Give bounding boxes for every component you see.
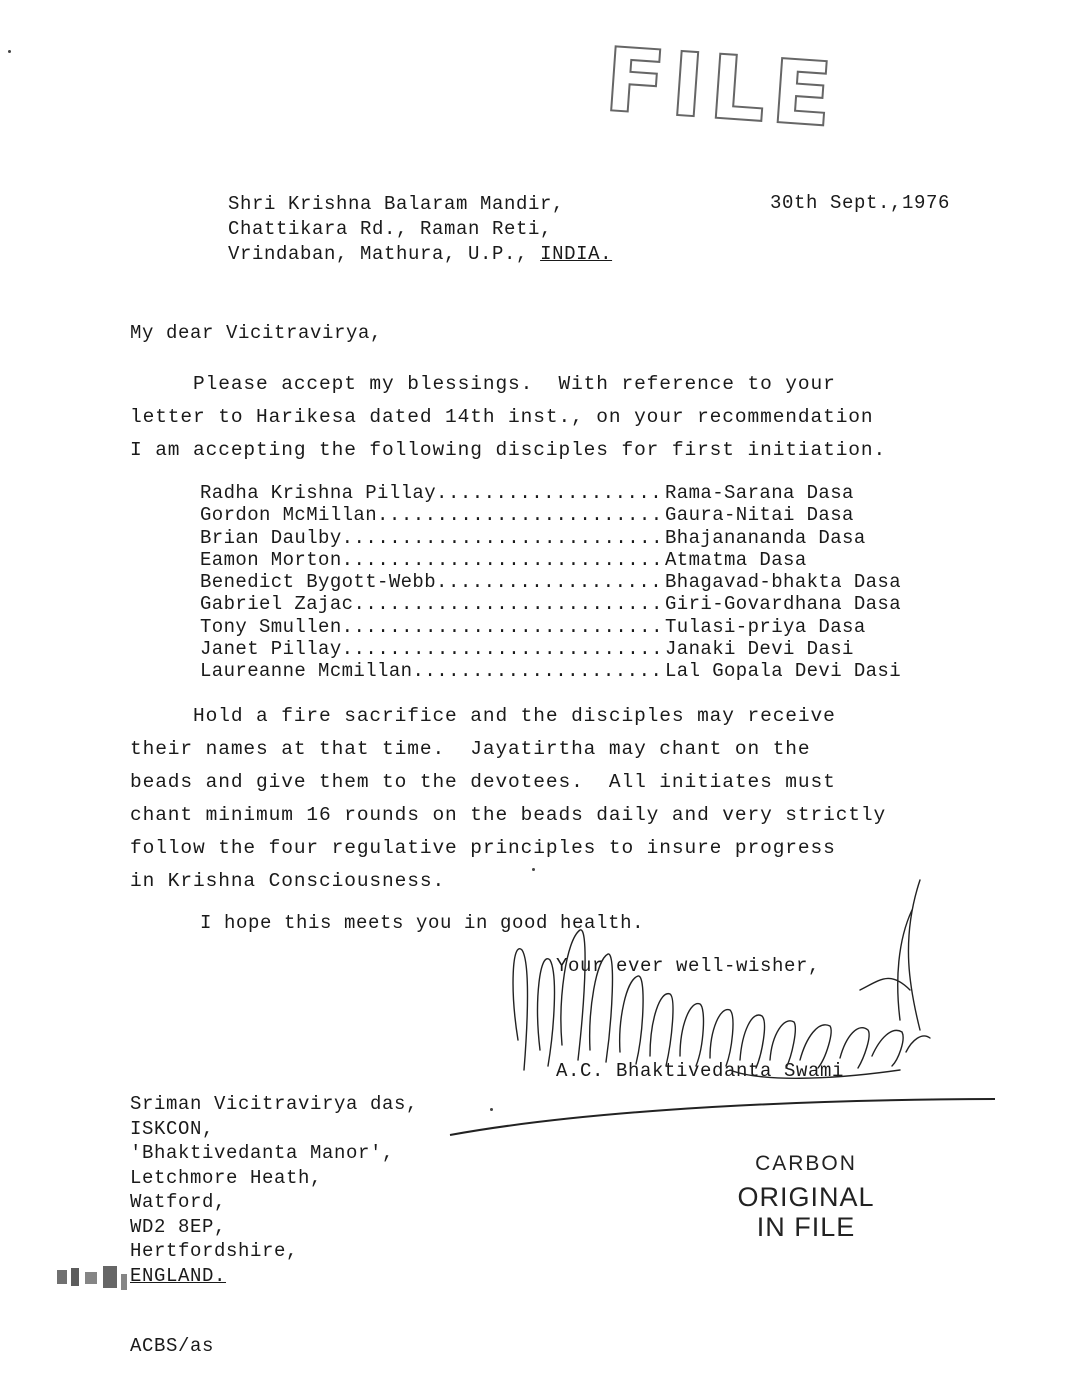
carbon-stamp-line2: ORIGINAL: [737, 1182, 875, 1212]
disciple-name: Gabriel Zajac: [200, 593, 354, 616]
salutation: My dear Vicitravirya,: [130, 322, 383, 344]
disciple-row: [200, 527, 940, 549]
spiritual-name: Giri-Govardhana Dasa: [665, 593, 902, 616]
spiritual-name: Rama-Sarana Dasa: [665, 482, 854, 504]
carbon-stamp-line3: IN FILE: [756, 1212, 856, 1242]
paragraph-line: in Krishna Consciousness.: [130, 870, 446, 892]
spiritual-name: Bhagavad-bhakta Dasa: [665, 571, 902, 594]
ink-speck: [490, 1108, 493, 1111]
file-stamp-text: FILE: [601, 27, 842, 148]
spiritual-name: Atmatma Dasa: [665, 548, 807, 571]
disciple-name: Eamon Morton: [200, 548, 342, 571]
ink-speck: [532, 868, 535, 871]
disciple-row: [200, 571, 940, 593]
paragraph-line: their names at that time. Jayatirtha may chant on the: [130, 738, 811, 760]
reference-initials: ACBS/as: [130, 1335, 215, 1357]
disciple-row: [200, 593, 940, 615]
paragraph-line: Please accept my blessings. With reference to your: [130, 373, 836, 395]
paragraph-line: follow the four regulative principles to insure progress: [130, 837, 836, 859]
letter-date: 30th Sept.,1976: [770, 192, 951, 214]
recipient-address: [130, 1092, 418, 1288]
address-line: Vrindaban, Mathura, U.P., INDIA.: [228, 243, 613, 265]
spiritual-name: Tulasi-priya Dasa: [665, 615, 866, 638]
paragraph-line: Hold a fire sacrifice and the disciples may receive: [130, 705, 836, 727]
ink-smudge: [55, 1262, 145, 1302]
disciple-name: Tony Smullen: [200, 615, 342, 638]
disciple-row: [200, 638, 940, 660]
spiritual-name: Gaura-Nitai Dasa: [665, 504, 854, 527]
disciple-name: Gordon McMillan: [200, 504, 378, 527]
sender-address: [228, 192, 612, 267]
disciple-name: Janet Pillay: [200, 638, 342, 661]
disciple-row: [200, 660, 940, 682]
disciple-row: [200, 504, 940, 526]
disciple-row: [200, 549, 940, 571]
spiritual-name: Janaki Devi Dasi: [665, 638, 854, 661]
recipient-line: 'Bhaktivedanta Manor',: [130, 1142, 395, 1164]
recipient-line: Watford,: [130, 1191, 227, 1213]
paragraph-line: I am accepting the following disciples for first initiation.: [130, 439, 887, 461]
address-line: Chattikara Rd., Raman Reti,: [228, 218, 553, 240]
disciple-row: [200, 482, 940, 504]
disciple-row: [200, 616, 940, 638]
carbon-stamp: [726, 1152, 886, 1242]
paragraph-line: chant minimum 16 rounds on the beads daily and very strictly: [130, 804, 887, 826]
address-country: INDIA.: [540, 243, 613, 265]
closing-line: Your ever well-wisher,: [556, 955, 821, 977]
file-stamp: [601, 27, 842, 148]
recipient-line: Sriman Vicitravirya das,: [130, 1093, 419, 1115]
disciple-name: Benedict Bygott-Webb: [200, 571, 437, 594]
paragraph-line: letter to Harikesa dated 14th inst., on your recommendation: [130, 406, 874, 428]
recipient-line: WD2 8EP,: [130, 1215, 227, 1238]
disciple-name: Radha Krishna Pillay: [200, 482, 437, 504]
spiritual-name: Lal Gopala Devi Dasi: [665, 660, 902, 683]
hope-line: I hope this meets you in good health.: [200, 912, 645, 934]
spiritual-name: Bhajanananda Dasa: [665, 526, 866, 549]
disciple-name: Brian Daulby: [200, 526, 342, 549]
carbon-stamp-line1: CARBON: [755, 1152, 857, 1175]
signatory-name: A.C. Bhaktivedanta Swami: [556, 1060, 845, 1082]
address-line: Shri Krishna Balaram Mandir,: [228, 193, 565, 215]
paragraph-line: beads and give them to the devotees. All initiates must: [130, 771, 836, 793]
recipient-line: Letchmore Heath,: [130, 1166, 323, 1189]
paragraph-acceptance: [130, 368, 886, 467]
recipient-country: ENGLAND.: [130, 1264, 227, 1287]
recipient-line: ISKCON,: [130, 1117, 215, 1140]
recipient-line: Hertfordshire,: [130, 1240, 299, 1262]
disciple-name: Laureanne Mcmillan: [200, 660, 413, 683]
disciple-list: [200, 482, 940, 683]
pen-stroke-line: [440, 1085, 1000, 1145]
ink-speck: [8, 50, 11, 53]
paragraph-instructions: [130, 700, 886, 898]
